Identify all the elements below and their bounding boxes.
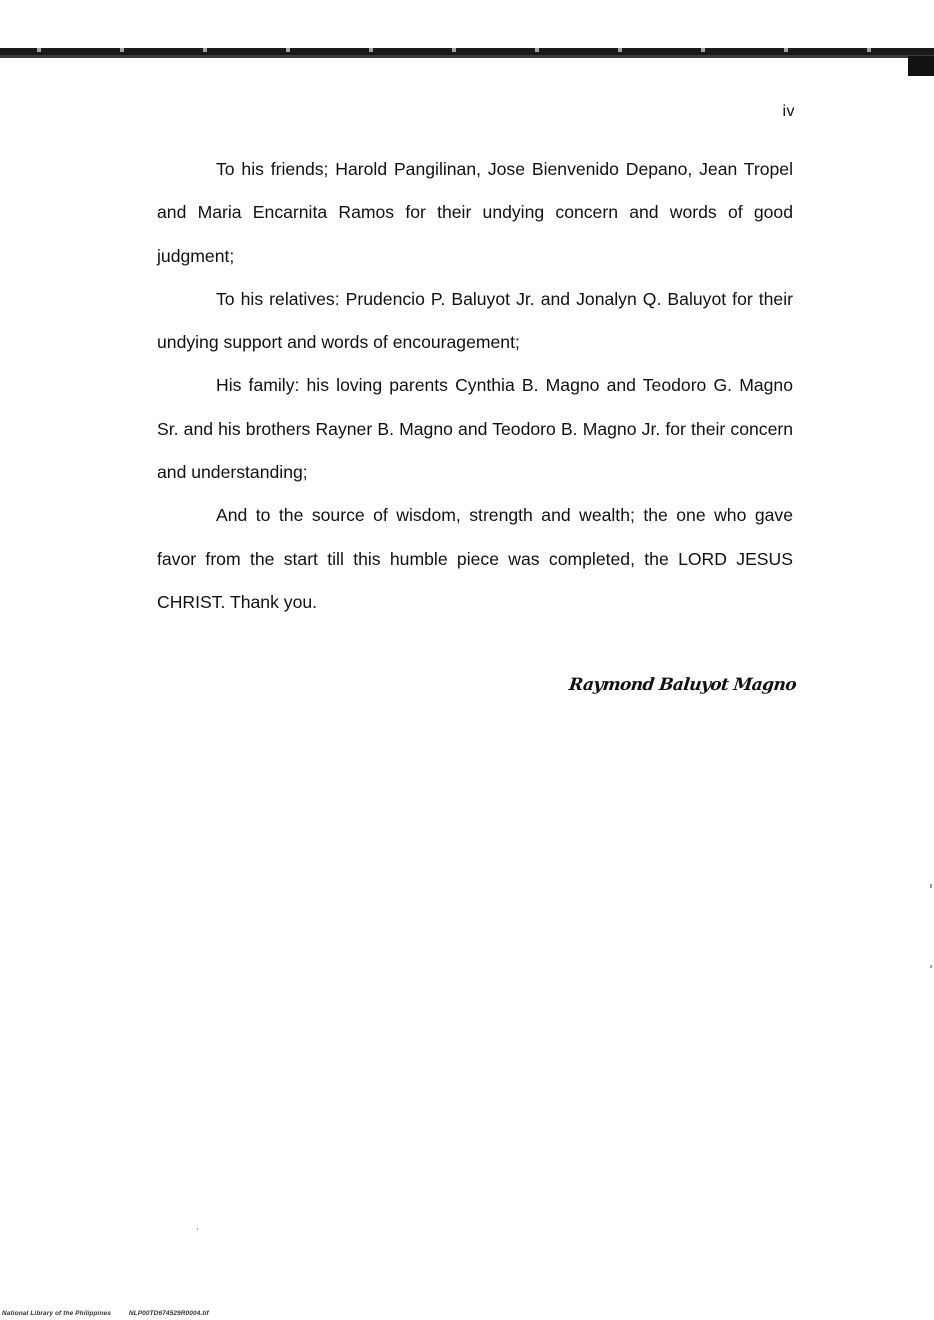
footer-file: NLP00TD674529R0004.tif	[128, 1310, 209, 1317]
acknowledgment-body	[157, 148, 793, 624]
scan-speck	[930, 965, 932, 968]
paragraph-faith: And to the source of wisdom, strength and wealth; the one who gave favor from the start till this humble piece was completed, the LORD JESUS CHRIST. Thank you.	[157, 505, 793, 612]
scan-footer	[2, 1310, 209, 1317]
paragraph-family: His family: his loving parents Cynthia B. Magno and Teodoro G. Magno Sr. and his brothers Rayner B. Magno and Teodoro B. Magno Jr. for their concern and understanding;	[157, 375, 793, 483]
paragraph-relatives: To his relatives: Prudencio P. Baluyot Jr. and Jonalyn Q. Baluyot for their undying support and words of encouragement;	[157, 288, 793, 353]
paragraph-friends: To his friends; Harold Pangilinan, Jose Bienvenido Depano, Jean Tropel and Maria Encarnita Ramos for their undying concern and words of good judgment;	[157, 159, 793, 266]
author-signature: Raymond Baluyot Magno	[568, 675, 798, 695]
scan-border-specks	[0, 48, 934, 52]
page-number: iv	[782, 103, 795, 120]
footer-library: National Library of the Philippines	[2, 1310, 111, 1317]
scan-speck	[197, 1228, 198, 1230]
scan-edge-mark	[908, 56, 934, 76]
scan-speck	[930, 884, 932, 888]
